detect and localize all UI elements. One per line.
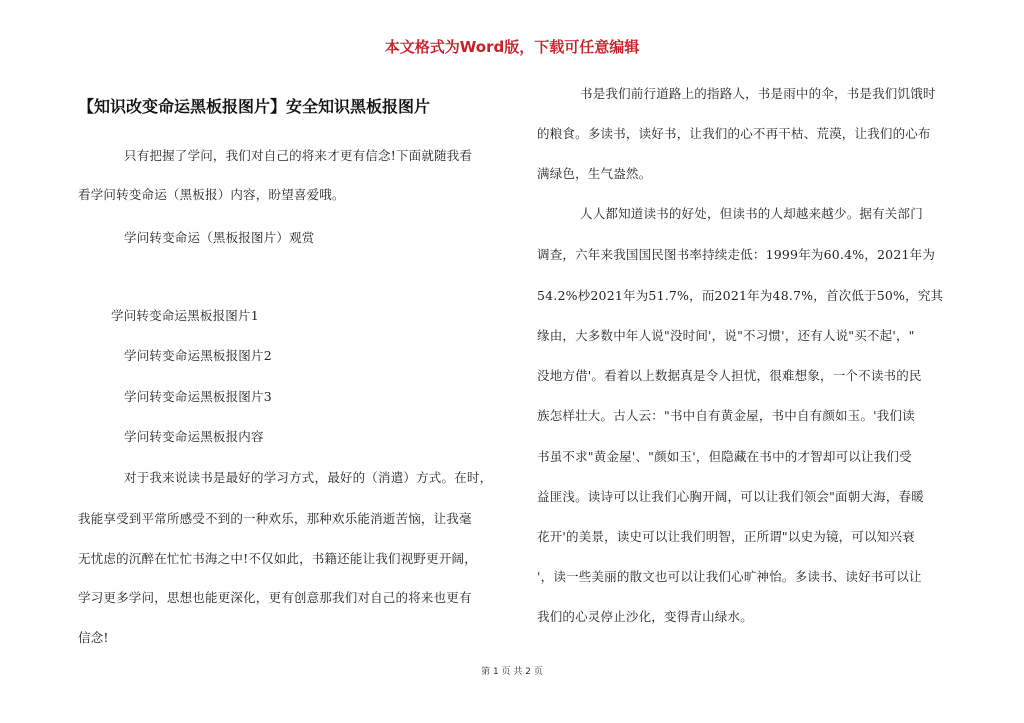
right-line: 54.2%杪2021年为51.7%，而2021年为48.7%，首次低于50%，究其	[537, 288, 944, 303]
left-line: 学习更多学问，思想也能更深化，更有创意那我们对自己的将来也更有	[78, 590, 472, 605]
right-line: 的粮食。多读书，读好书，让我们的心不再干枯、荒漠，让我们的心布	[537, 126, 931, 141]
right-line: 我们的心灵停止沙化，变得青山绿水。	[537, 609, 753, 624]
right-line: 人人都知道读书的好处，但读书的人却越来越少。据有关部门	[580, 206, 923, 221]
right-line: 调查，六年来我国国民图书率持续走低：1999年为60.4%，2021年为	[537, 247, 936, 262]
left-line: 对于我来说读书是最好的学习方式，最好的（消遣）方式。在时，	[124, 470, 493, 485]
left-line: 学问转变命运（黑板报图片）观赏	[124, 230, 315, 245]
right-line: 族怎样壮大。古人云："书中自有黄金屋，书中自有颜如玉。'我们读	[537, 408, 915, 423]
right-line: '，读一些美丽的散文也可以让我们心旷神怡。多读书、读好书可以让	[537, 569, 922, 584]
right-line: 缘由，大多数中年人说"没时间'，说"不习惯'，还有人说"买不起'，"	[537, 328, 915, 343]
left-line: 信念!	[78, 630, 109, 645]
left-line: 只有把握了学问，我们对自己的将来才更有信念!下面就随我看	[124, 148, 473, 163]
right-line: 书是我们前行道路上的指路人，书是雨中的伞，书是我们饥饿时	[580, 86, 936, 101]
right-line: 没地方借'。看着以上数据真是令人担忧，很难想象，一个不读书的民	[537, 368, 922, 383]
left-line: 学问转变命运黑板报图片3	[124, 389, 272, 404]
left-line: 学问转变命运黑板报内容	[124, 429, 264, 444]
left-line: 无忧虑的沉醉在忙忙书海之中!不仅如此，书籍还能让我们视野更开阔，	[78, 551, 477, 566]
left-line: 学问转变命运黑板报图片1	[111, 308, 259, 323]
right-line: 益匪浅。读诗可以让我们心胸开阔，可以让我们领会"面朝大海，春暖	[537, 489, 924, 504]
left-line: 看学问转变命运（黑板报）内容，盼望喜爱哦。	[78, 187, 345, 202]
right-line: 书虽不求"黄金屋'、"颜如玉'，但隐藏在书中的才智却可以让我们受	[537, 449, 912, 464]
right-line: 花开'的美景，读史可以让我们明智，正所谓"以史为镜，可以知兴衰	[537, 529, 915, 544]
left-line: 学问转变命运黑板报图片2	[124, 348, 272, 363]
document-title: 【知识改变命运黑板报图片】安全知识黑板报图片	[78, 97, 431, 116]
left-line: 我能享受到平常所感受不到的一种欢乐，那种欢乐能消逝苦恼，让我毫	[78, 511, 472, 526]
right-line: 满绿色，生气盎然。	[537, 166, 652, 181]
page-number-footer: 第 1 页 共 2 页	[481, 667, 543, 677]
download-banner: 本文格式为Word版，下载可任意编辑	[384, 38, 640, 56]
